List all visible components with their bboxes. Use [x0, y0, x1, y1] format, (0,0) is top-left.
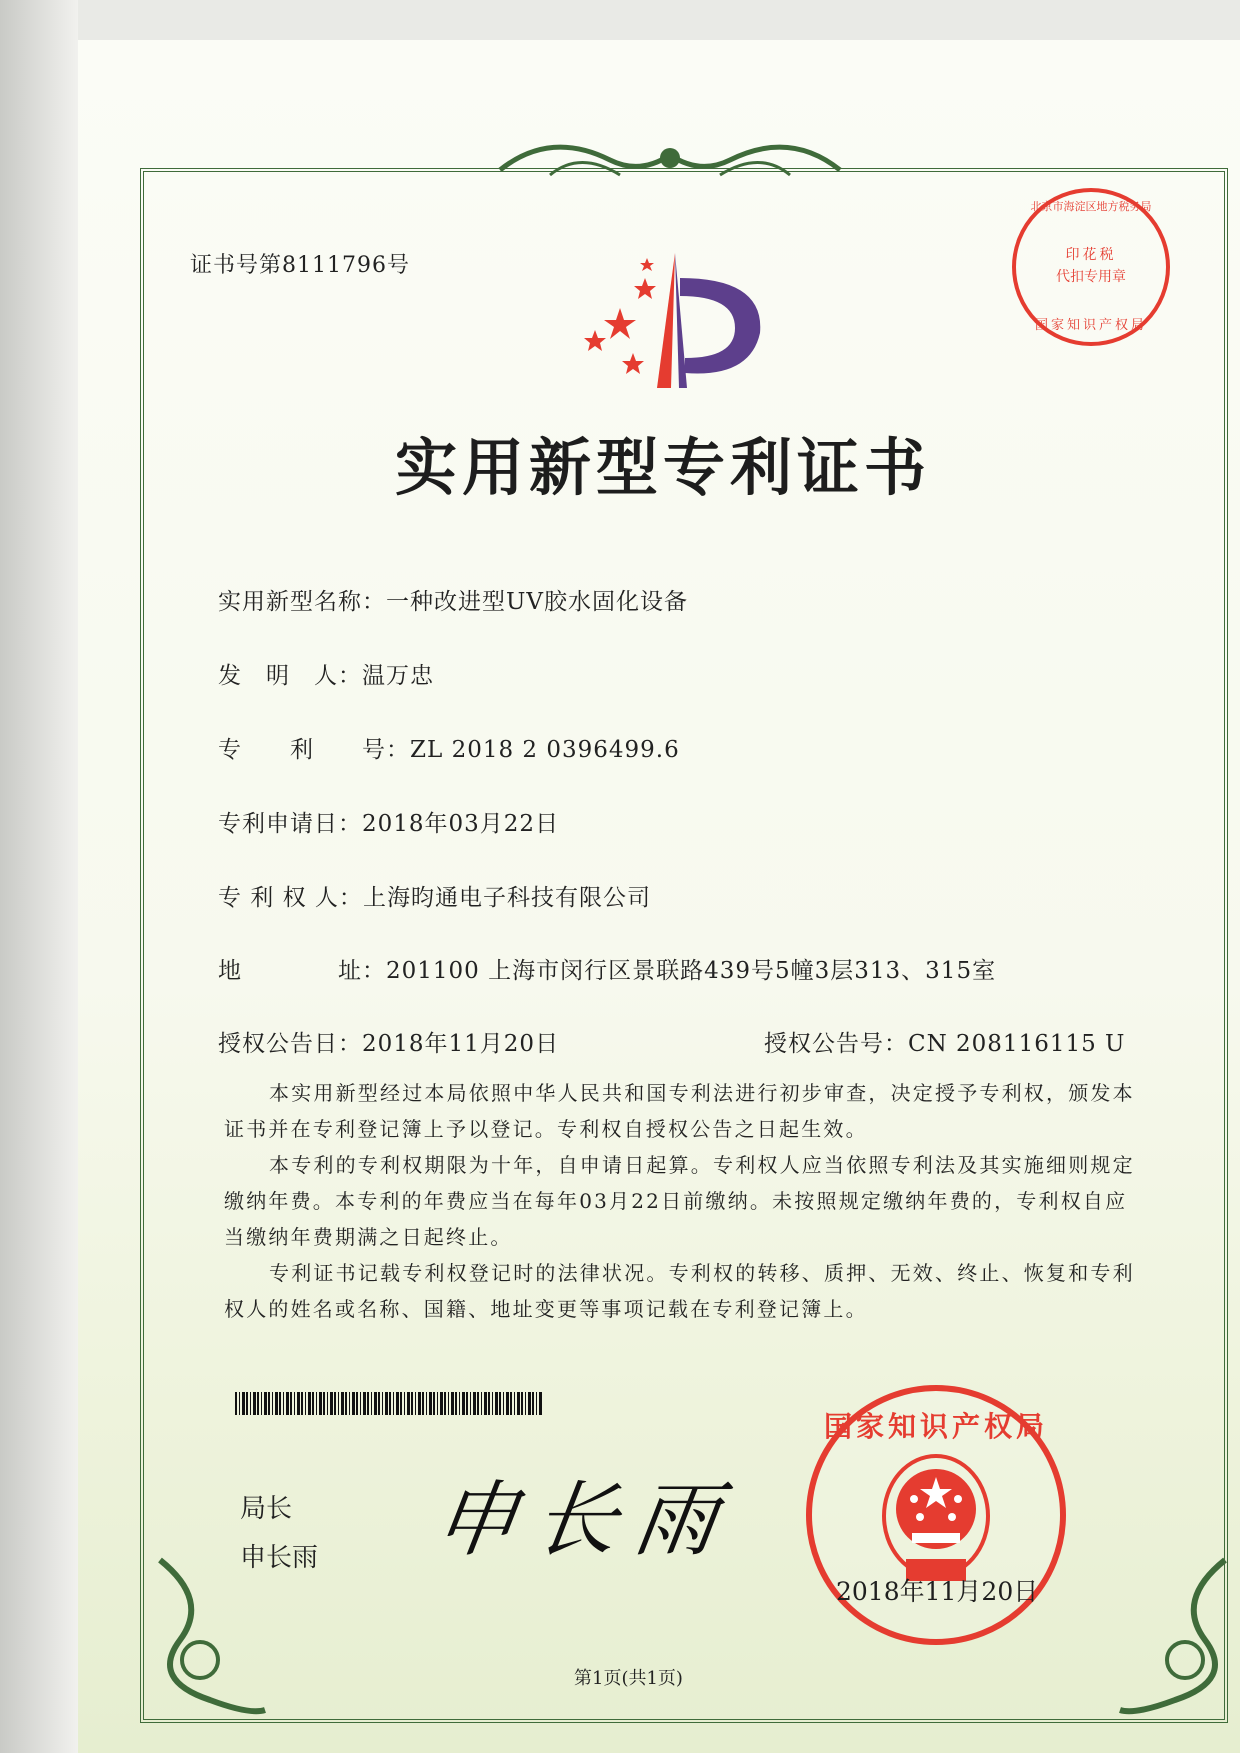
address-label: 地 址：: [218, 958, 386, 984]
grant-date-value: 2018年11月20日: [362, 1031, 560, 1057]
scan-edge: [0, 0, 78, 1753]
name-value: 一种改进型UV胶水固化设备: [386, 589, 688, 615]
name-label: 实用新型名称：: [218, 589, 386, 615]
ornament-bottom-right-icon: [1115, 1550, 1235, 1720]
signatory-name: 申长雨: [240, 1543, 319, 1573]
stamp-date: 2018年11月20日: [836, 1577, 1039, 1606]
patentee-value: 上海昀通电子科技有限公司: [362, 885, 651, 911]
filing-date-value: 2018年03月22日: [362, 811, 560, 837]
patent-no-label: 专 利 号：: [218, 737, 410, 763]
grant-no-value: CN 208116115 U: [908, 1031, 1126, 1057]
tax-stamp-line2: 代扣专用章: [1056, 269, 1126, 285]
ornament-top-icon: [490, 130, 850, 190]
paragraph-1: 本实用新型经过本局依照中华人民共和国专利法进行初步审查，决定授予专利权，颁发本证书并在专利登记簿上予以登记。专利权自授权公告之日起生效。: [224, 1081, 1135, 1141]
filing-date-label: 专利申请日：: [218, 811, 362, 837]
inventor-value: 温万忠: [362, 663, 434, 689]
page-label: 第1页(共1页): [574, 1668, 683, 1689]
certificate-number: 证书号第8111796号: [190, 253, 410, 278]
certificate-title: 实用新型专利证书: [395, 431, 932, 504]
official-stamp-text: 国家知识产权局: [823, 1410, 1048, 1443]
patentee-label: 专 利 权 人：: [218, 885, 363, 911]
inventor-label: 发 明 人：: [218, 663, 362, 689]
national-emblem-icon: [876, 1451, 996, 1591]
grant-date-label: 授权公告日：: [218, 1031, 362, 1057]
address-value: 201100 上海市闵行区景联路439号5幢3层313、315室: [386, 958, 997, 984]
tax-stamp: [1012, 188, 1170, 346]
signature: 申长雨: [428, 1473, 742, 1568]
tax-stamp-line1: 印花税: [1065, 247, 1117, 263]
ornament-bottom-left-icon: [150, 1550, 270, 1720]
paragraph-2: 本专利的专利权期限为十年，自申请日起算。专利权人应当依照专利法及其实施细则规定缴纳年费。本专利的年费应当在每年03月22日前缴纳。未按照规定缴纳年费的，专利权自应当缴纳年费期满之日起终止。: [224, 1153, 1135, 1249]
tax-stamp-bottom: 国家知识产权局: [1034, 318, 1147, 333]
paragraph-3: 专利证书记载专利权登记时的法律状况。专利权的转移、质押、无效、终止、恢复和专利权人的姓名或名称、国籍、地址变更等事项记载在专利登记簿上。: [224, 1261, 1135, 1321]
barcode: [235, 1392, 542, 1415]
tax-stamp-outer: 北京市海淀区地方税务局: [1030, 200, 1152, 213]
grant-no-label: 授权公告号：: [764, 1031, 908, 1057]
patent-no-value: ZL 2018 2 0396499.6: [410, 737, 680, 763]
signatory-title: 局长: [240, 1494, 293, 1524]
patent-office-logo-icon: [575, 248, 765, 393]
